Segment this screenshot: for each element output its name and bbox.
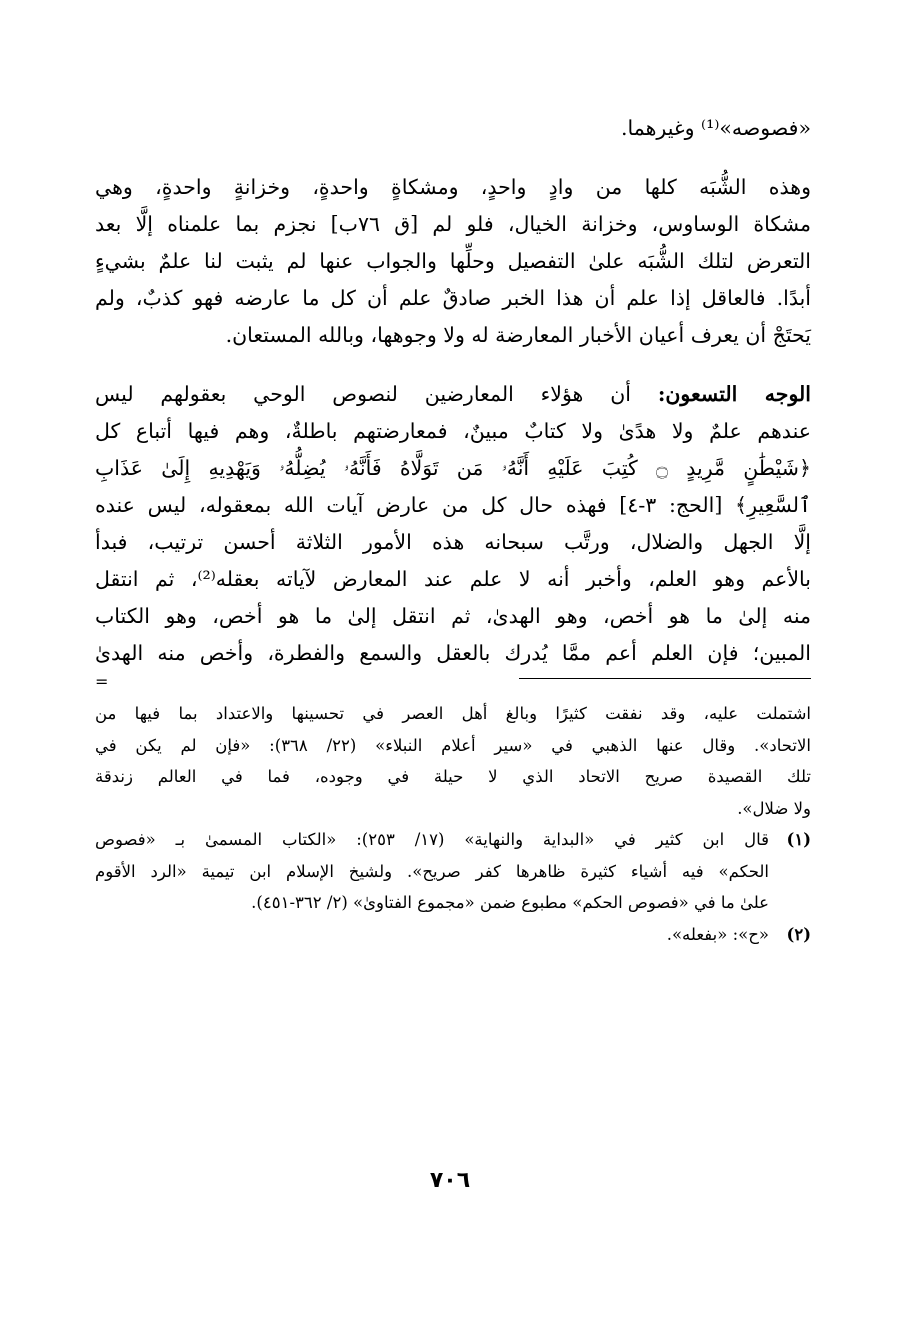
body-line-with-heading: [95, 376, 811, 413]
quran-verse-line: ﴿شَيْطَٰنٍ مَّرِيدٍ ۝ كُتِبَ عَلَيْهِ أَنَّهُۥ مَن تَوَلَّاهُ فَأَنَّهُۥ يُضِلُّهُۥ وَيَهْدِيهِ إِلَىٰ عَذَابِ: [95, 456, 811, 480]
footnote-continuation-line: الاتحاد». وقال عنها الذهبي في «سير أعلام النبلاء» (٢٢/ ٣٦٨): «فإن لم يكن في: [95, 735, 811, 755]
heading-line-rest: أن هؤلاء المعارضين لنصوص الوحي بعقولهم ليس: [95, 382, 658, 406]
paragraph-gap: [95, 354, 811, 376]
footnote-continuation-line: اشتملت عليه، وقد نفقت كثيرًا وبالغ أهل العصر في تحسينها والاعتداد بما فيها من: [95, 704, 811, 723]
footnote-1-line: [95, 824, 811, 856]
body-line: منه إلىٰ ما هو أخص، وهو الهدىٰ، ثم انتقل إلىٰ ما هو أخص، وهو الكتاب: [95, 604, 811, 628]
main-text: [95, 110, 811, 672]
body-line: التعرض لتلك الشُّبَه علىٰ التفصيل وحلِّها والجواب عنها لم يثبت لنا علمٌ بشيءٍ: [95, 249, 811, 273]
footnote-text: قال ابن كثير في «البداية والنهاية» (١٧/ ٢٥٣): «الكتاب المسمىٰ بـ «فصوص: [95, 830, 769, 849]
body-line: أبدًا. فالعاقل إذا علم أن هذا الخبر صادقٌ علم أن كل ما عارضه فهو كذبٌ، ولم: [95, 286, 811, 310]
footnote-continuation-line: تلك القصيدة صريح الاتحاد الذي لا حيلة في وجوده، فما في العالم زندقة: [95, 767, 811, 786]
page-number: ٧٠٦: [429, 1168, 471, 1193]
body-line: مشكاة الوساوس، وخزانة الخيال، فلو لم [ق ٧٦ب] نجزم بما علمناه إلَّا بعد: [95, 212, 811, 236]
body-line: المبين؛ فإن العلم أعم ممَّا يُدرك بالعقل والسمع والفطرة، وأخص منه الهدىٰ: [95, 641, 811, 665]
footnote-1-line: علىٰ ما في «فصوص الحكم» مطبوع ضمن «مجموع الفتاوىٰ» (٢/ ٣٦٢-٤٥١).: [251, 893, 769, 912]
section-heading: الوجه التسعون:: [657, 382, 811, 406]
separator-rule: [519, 678, 811, 679]
page-content: [95, 110, 811, 950]
body-line: يَحتَجْ أن يعرف أعيان الأخبار المعارضة له ولا وجوهها، وبالله المستعان.: [225, 323, 811, 347]
footnote-2-line: [95, 919, 811, 951]
footnote-text: «ح»: «بفعله».: [666, 924, 769, 944]
paragraph-gap: [95, 147, 811, 169]
continuation-mark: =: [95, 672, 109, 691]
footnote-separator: [95, 672, 811, 698]
body-line: وهذه الشُّبَه كلها من وادٍ واحدٍ، ومشكاةٍ واحدةٍ، وخزانةٍ واحدةٍ، وهي: [95, 175, 811, 199]
footnote-continuation-line: ولا ضلال».: [737, 798, 811, 818]
footnote-number: (٢): [786, 924, 811, 944]
body-line: إلَّا الجهل والضلال، ورتَّب سبحانه هذه الأمور الثلاثة أحسن ترتيب، فبدأ: [95, 530, 811, 554]
body-line: بالأعم وهو العلم، وأخبر أنه لا علم عند المعارض لآياته بعقله⁽²⁾، ثم انتقل: [95, 567, 811, 591]
footnote-number: (١): [786, 830, 811, 849]
footnotes: [95, 698, 811, 950]
body-line: عندهم علمٌ ولا هدًىٰ ولا كتابٌ مبينٌ، فمعارضتهم باطلةٌ، وهم فيها أتباع كل: [95, 419, 811, 443]
footnote-1-line: الحكم» فيه أشياء كثيرة ظاهرها كفر صريح». ولشيخ الإسلام ابن تيمية «الرد الأقوم: [95, 861, 769, 881]
body-line: ٱلسَّعِيرِ﴾ [الحج: ٣-٤] فهذه حال كل من عارض آيات الله بمعقوله، ليس عنده: [95, 493, 811, 517]
body-line: «فصوصه»⁽¹⁾ وغيرهما.: [621, 116, 811, 140]
